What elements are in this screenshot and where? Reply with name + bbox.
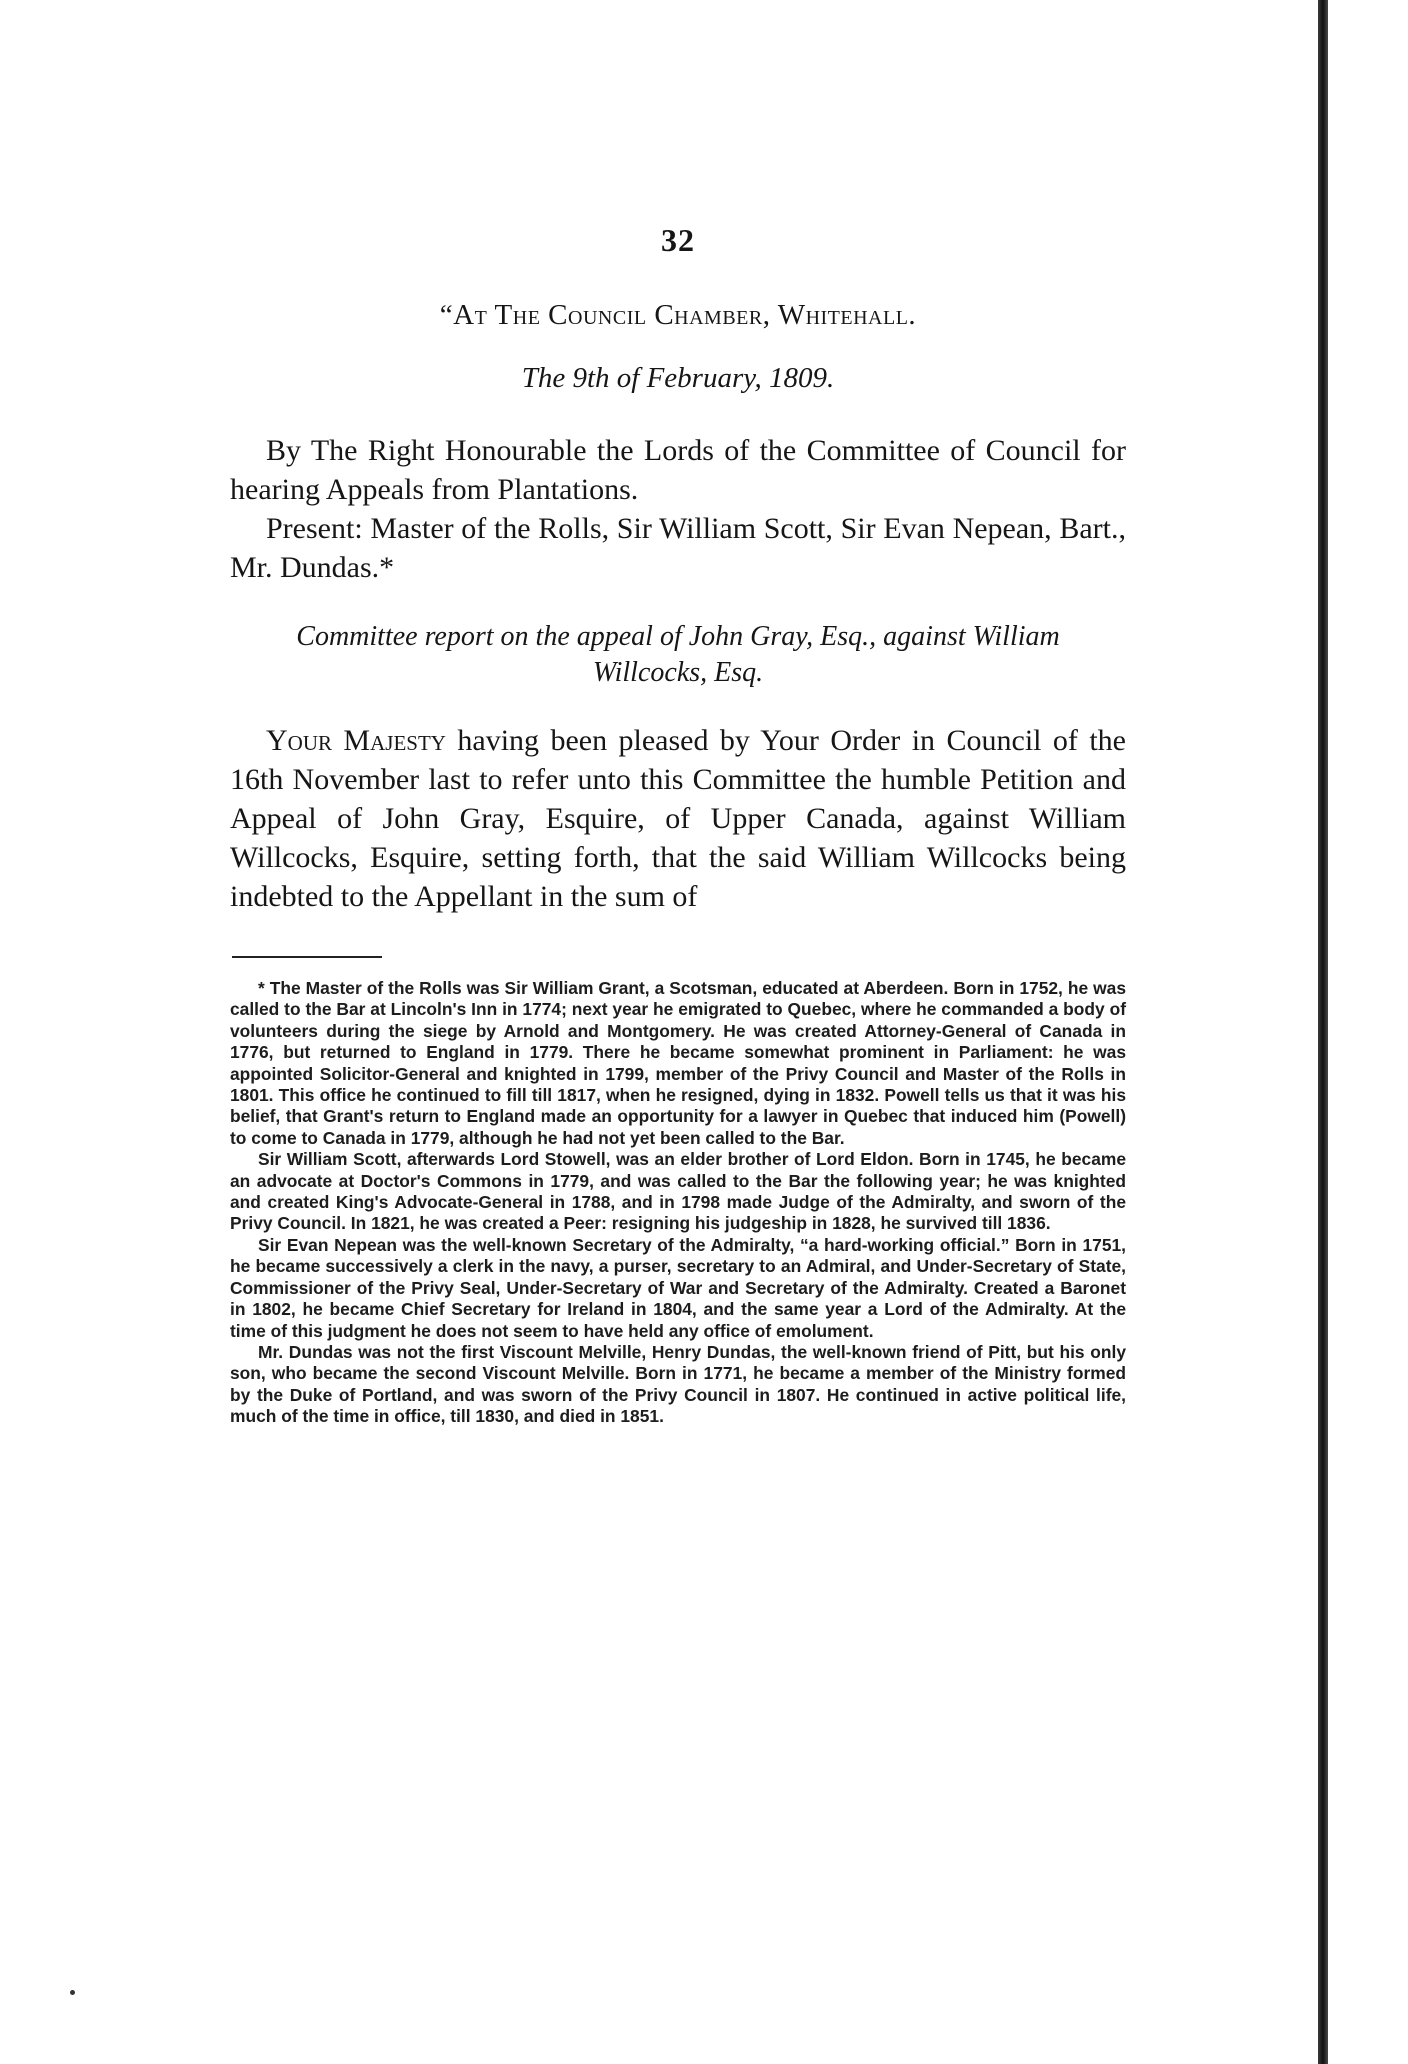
footnote-william-scott: Sir William Scott, afterwards Lord Stowell, was an elder brother of Lord Eldon. Born in 1745, he became an advocate at Doctor's Commons in 1779, and was called to the Bar the following year; he was knighted and created King's Advocate-General in 1788, and in 1798 made Judge of the Admiralty, and sworn of the Privy Council. In 1821, he was created a Peer: resigning his judgeship in 1828, he survived till 1836. xyxy=(230,1149,1126,1234)
intro-paragraph: By The Right Honourable the Lords of the Committee of Council for hearing Appeals from Plantations. xyxy=(230,434,1126,506)
opening-words: Your Majesty xyxy=(266,724,446,757)
footnote-master-of-rolls: * The Master of the Rolls was Sir William Grant, a Scotsman, educated at Aberdeen. Born in 1752, he was called to the Bar at Lincoln's Inn in 1774; next year he emigrated to Quebec, where he commanded a body of volunteers during the siege by Arnold and Montgomery. He was created Attorney-General of Canada in 1776, but returned to England in 1779. There he became somewhat prominent in Parliament: he was appointed Solicitor-General and knighted in 1799, member of the Privy Council and Master of the Rolls in 1801. This office he continued to fill till 1817, when he resigned, dying in 1832. Powell tells us that it was his belief, that Grant's return to England made an opportunity for a lawyer in Quebec that induced him (Powell) to come to Canada in 1779, although he had not yet been called to the Bar. xyxy=(230,978,1126,1148)
page-number: 32 xyxy=(661,222,695,258)
present-paragraph: Present: Master of the Rolls, Sir William Scott, Sir Evan Nepean, Bart., Mr. Dundas.* xyxy=(230,512,1126,584)
report-body-paragraph xyxy=(230,721,1126,916)
report-body-text: having been pleased by Your Order in Council of the 16th November last to refer unto this Committee the humble Petition and Appeal of John Gray, Esquire, of Upper Canada, against William Willcocks, Esquire, setting forth, that the said William Willcocks being indebted to the Appellant in the sum of xyxy=(230,724,1126,913)
document-heading: “At The Council Chamber, Whitehall. xyxy=(439,299,917,331)
footnote-dundas: Mr. Dundas was not the first Viscount Melville, Henry Dundas, the well-known friend of Pitt, but his only son, who became the second Viscount Melville. Born in 1771, he became a member of the Ministry formed by the Duke of Portland, and was sworn of the Privy Council in 1807. He continued in active political life, much of the time in office, till 1830, and died in 1851. xyxy=(230,1341,1126,1427)
scan-right-margin xyxy=(1308,0,1408,2064)
report-subheading: Committee report on the appeal of John Gray, Esq., against William Willcocks, Esq. xyxy=(296,621,1060,688)
scan-edge-line xyxy=(1318,0,1328,2064)
footnote-rule xyxy=(232,956,382,958)
scan-speck xyxy=(70,1990,75,1995)
footnote-evan-nepean: Sir Evan Nepean was the well-known Secretary of the Admiralty, “a hard-working official.” Born in 1751, he became successively a clerk in the navy, a purser, secretary to an Admiral, and Under-Secretary of State, Commissioner of the Privy Seal, Under-Secretary of War and Secretary of the Admiralty. Created a Baronet in 1802, he became Chief Secretary for Ireland in 1804, and the same year a Lord of the Admiralty. At the time of this judgment he does not seem to have held any office of emolument. xyxy=(230,1234,1126,1341)
book-page xyxy=(230,222,1126,1428)
dateline: The 9th of February, 1809. xyxy=(521,362,835,394)
